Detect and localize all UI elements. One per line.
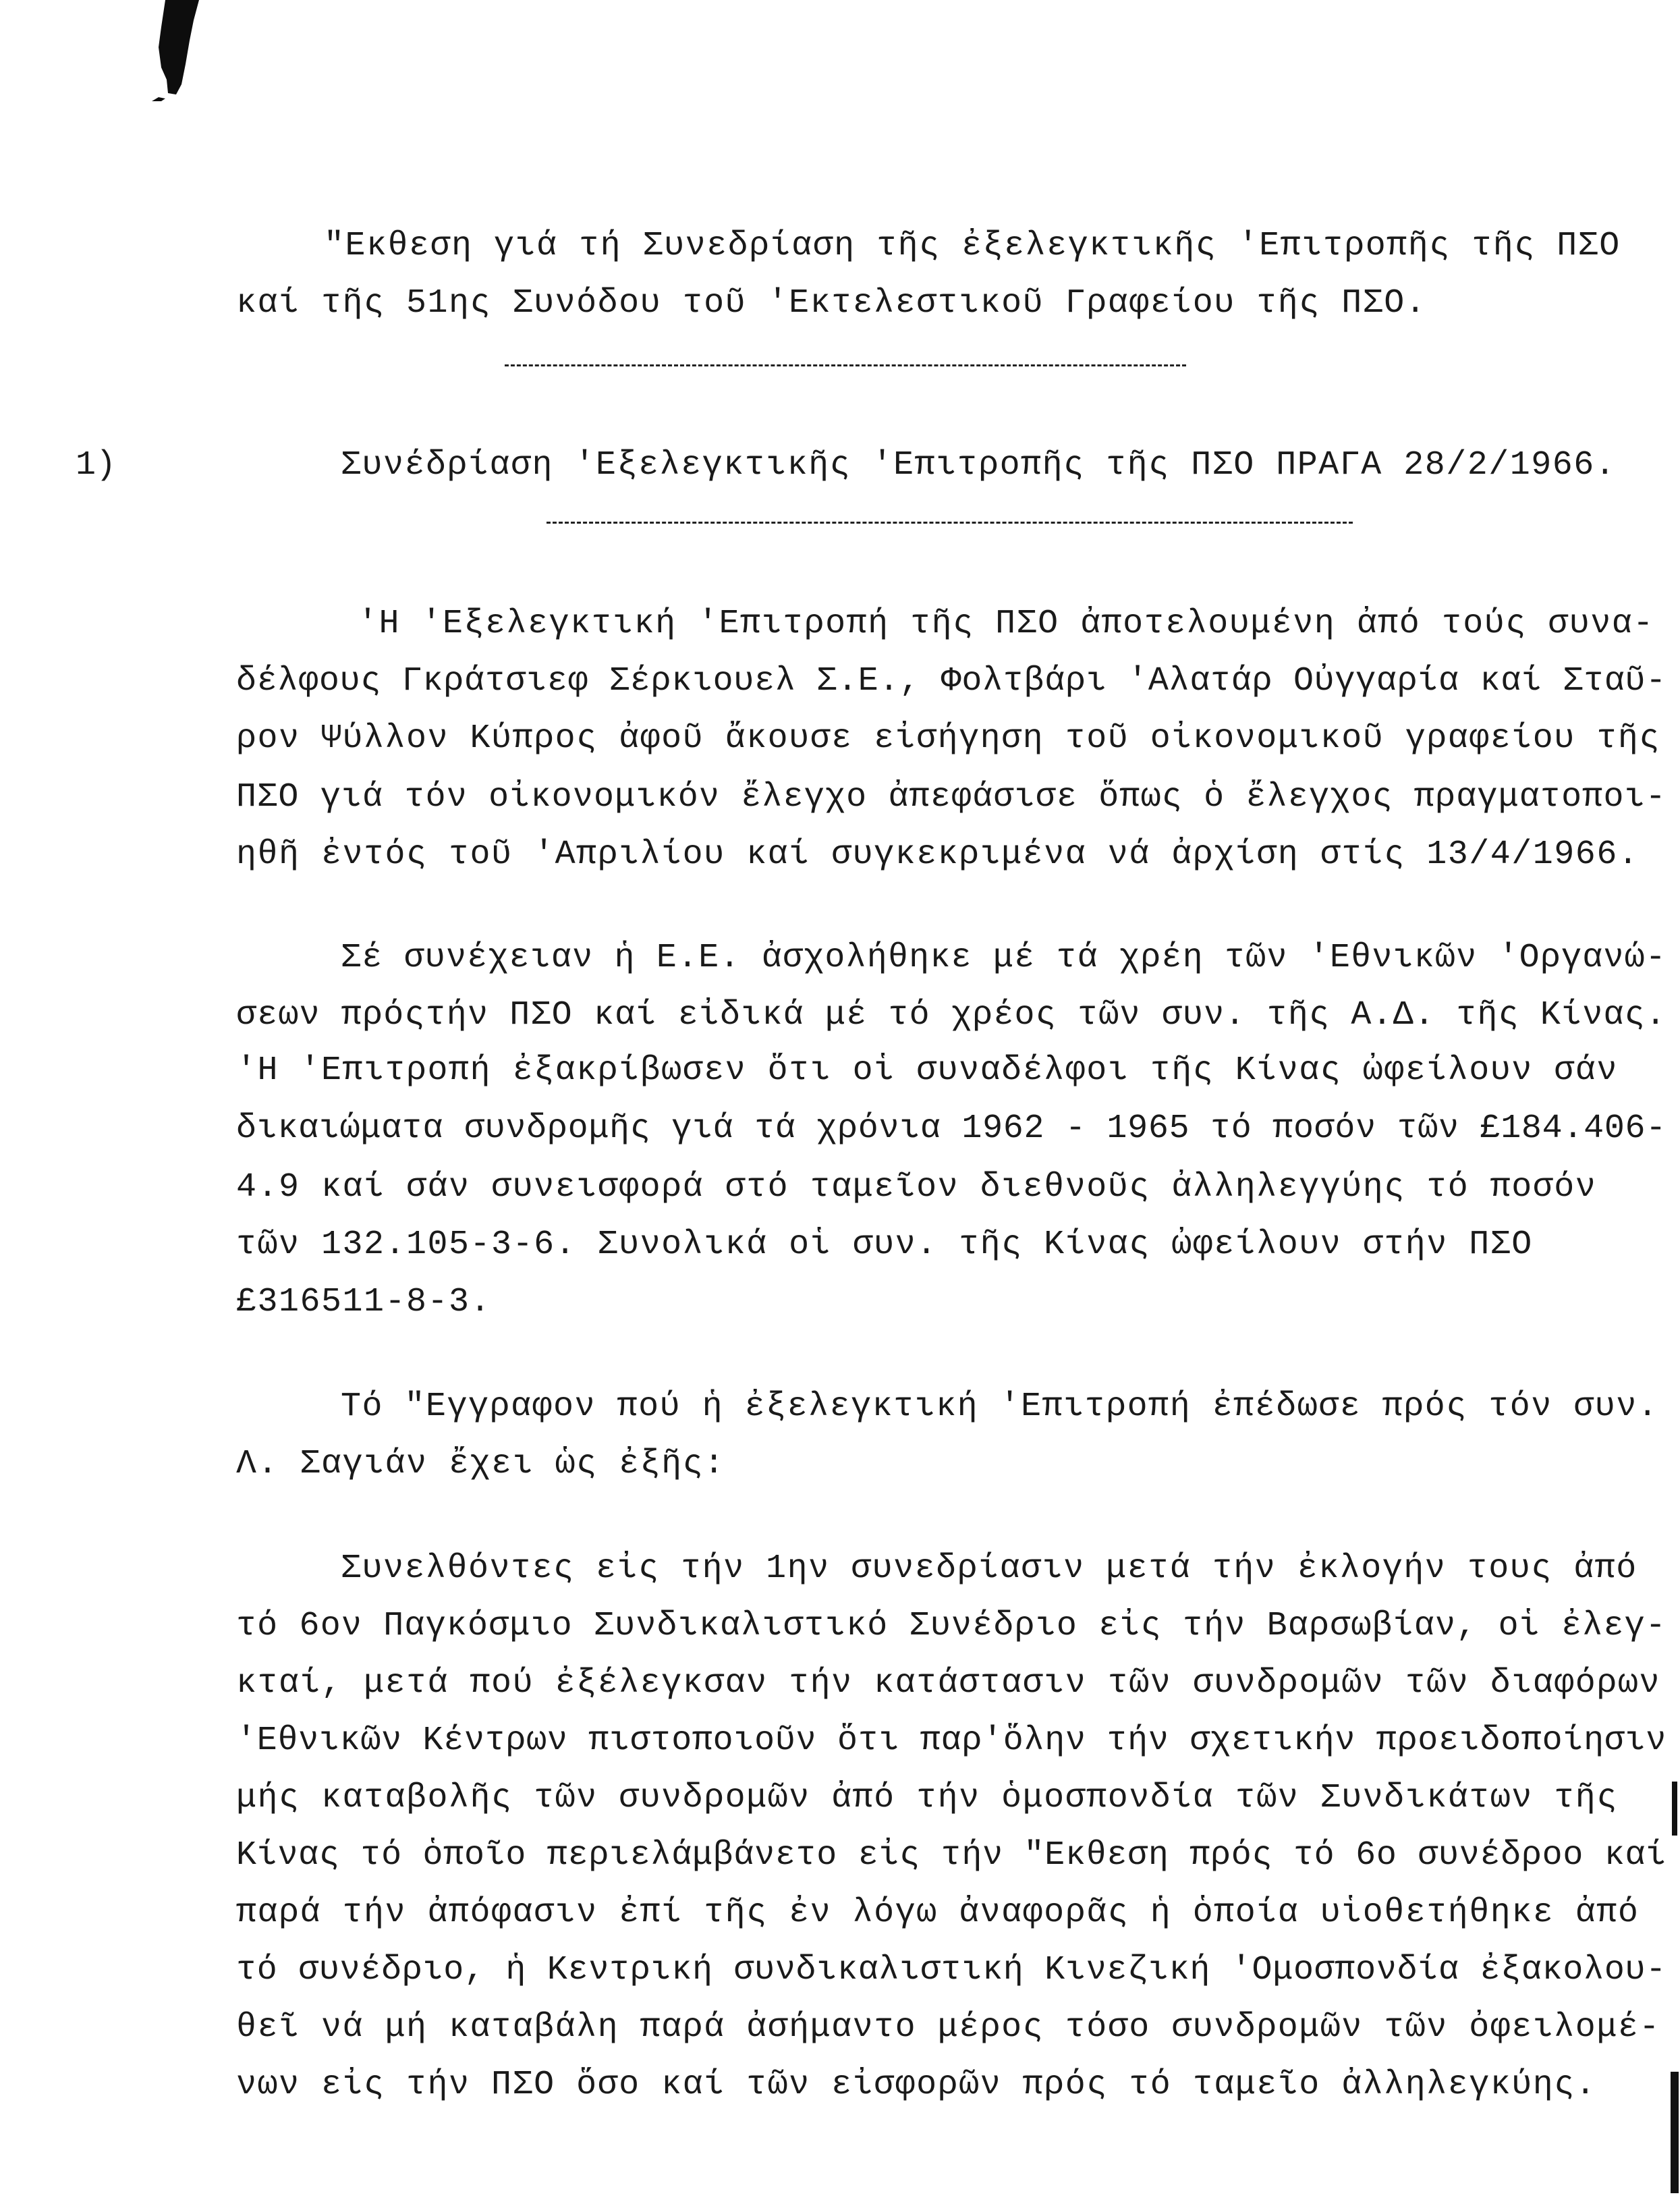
paragraph-line: μής καταβολῆς τῶν συνδρομῶν ἀπό τήν ὁμοσπονδία τῶν Συνδικάτων τῆς <box>236 1779 1618 1817</box>
section-heading-underline <box>547 522 1353 524</box>
paragraph-line: τό 6ον Παγκόσμιο Συνδικαλιστικό Συνέδριο εἰς τήν Βαρσωβίαν, οἱ ἐλεγ- <box>236 1607 1667 1645</box>
paragraph-line: £316511-8-3. <box>236 1283 492 1321</box>
paragraph-line: δέλφους Γκράτσιεφ Σέρκιουελ Σ.Ε., Φολτβάρι 'Αλατάρ Οὐγγαρία καί Σταῦ- <box>236 662 1667 700</box>
paragraph-line: 'Εθνικῶν Κέντρων πιστοποιοῦν ὅτι παρ'ὅλην τήν σχετικήν προειδοποίησιν <box>236 1721 1667 1760</box>
paragraph-line: 'Η 'Επιτροπή ἐξακρίβωσεν ὅτι οἱ συναδέλφοι τῆς Κίνας ὠφείλουν σάν <box>236 1051 1618 1090</box>
scan-edge-artifact <box>1671 2072 1679 2193</box>
paragraph-line: 'Η 'Εξελεγκτική 'Επιτροπή τῆς ΠΣΟ ἀποτελουμένη ἀπό τούς συνα- <box>358 605 1654 643</box>
paragraph-line: Τό "Εγγραφον πού ἡ ἐξελεγκτική 'Επιτροπή ἐπέδωσε πρός τόν συν. <box>341 1387 1659 1426</box>
paragraph-line: θεῖ νά μή καταβάλη παρά ἀσήμαντο μέρος τόσο συνδρομῶν τῶν ὀφειλομέ- <box>236 2008 1660 2047</box>
report-title-line-1: "Εκθεση γιά τή Συνεδρίαση τῆς ἐξελεγκτικῆς 'Επιτροπῆς τῆς ΠΣΟ <box>324 227 1621 265</box>
paragraph-line: δικαιώματα συνδρομῆς γιά τά χρόνια 1962 - 1965 τό ποσόν τῶν £184.406- <box>236 1109 1667 1148</box>
paragraph-line: ΠΣΟ γιά τόν οἰκονομικόν ἔλεγχο ἀπεφάσισε ὅπως ὁ ἔλεγχος πραγματοποι- <box>236 778 1667 817</box>
paragraph-line: παρά τήν ἀπόφασιν ἐπί τῆς ἐν λόγω ἀναφορᾶς ἡ ὁποία υἱοθετήθηκε ἀπό <box>236 1894 1640 1932</box>
ink-blot-mark <box>152 0 246 101</box>
title-underline <box>505 364 1186 366</box>
paragraph-line: Κίνας τό ὁποῖο περιελάμβάνετο εἰς τήν "Εκθεση πρός τό 6ο συνέδροο καί <box>236 1836 1667 1875</box>
paragraph-line: 4.9 καί σάν συνεισφορά στό ταμεῖον διεθνοῦς ἀλληλεγγύης τό ποσόν <box>236 1168 1597 1207</box>
paragraph-line: Συνελθόντες εἰς τήν 1ην συνεδρίασιν μετά τήν ἐκλογήν τους ἀπό <box>341 1549 1637 1588</box>
section-heading: Συνέδρίαση 'Εξελεγκτικῆς 'Επιτροπῆς τῆς ΠΣΟ ΠΡΑΓΑ 28/2/1966. <box>341 446 1617 485</box>
section-number: 1) <box>76 446 117 485</box>
paragraph-line: Σέ συνέχειαν ἡ Ε.Ε. ἀσχολήθηκε μέ τά χρέη τῶν 'Εθνικῶν 'Οργανώ- <box>341 939 1667 977</box>
paragraph-line: ηθῆ ἐντός τοῦ 'Απριλίου καί συγκεκριμένα νά ἀρχίση στίς 13/4/1966. <box>236 835 1640 874</box>
paragraph-line: νων εἰς τήν ΠΣΟ ὅσο καί τῶν εἰσφορῶν πρός τό ταμεῖο ἀλληλεγκύης. <box>236 2066 1597 2104</box>
report-title-line-2: καί τῆς 51ης Συνόδου τοῦ 'Εκτελεστικοῦ Γραφείου τῆς ΠΣΟ. <box>236 284 1427 323</box>
scan-edge-artifact <box>1672 1782 1677 1836</box>
paragraph-line: ρον Ψύλλον Κύπρος ἀφοῦ ἄκουσε εἰσήγηση τοῦ οἰκονομικοῦ γραφείου τῆς <box>236 719 1660 758</box>
paragraph-line: τό συνέδριο, ἡ Κεντρική συνδικαλιστική Κινεζική 'Ομοσπονδία ἐξακολου- <box>236 1951 1667 1989</box>
paragraph-line: τῶν 132.105-3-6. Συνολικά οἱ συν. τῆς Κίνας ὠφείλουν στήν ΠΣΟ <box>236 1225 1533 1264</box>
paragraph-line: κταί, μετά πού ἐξέλεγκσαν τήν κατάστασιν τῶν συνδρομῶν τῶν διαφόρων <box>236 1664 1660 1703</box>
paragraph-line: σεων πρόςτήν ΠΣΟ καί εἰδικά μέ τό χρέος τῶν συν. τῆς Α.Δ. τῆς Κίνας. <box>236 996 1667 1035</box>
paragraph-line: Λ. Σαγιάν ἔχει ὡς ἐξῆς: <box>236 1445 725 1483</box>
